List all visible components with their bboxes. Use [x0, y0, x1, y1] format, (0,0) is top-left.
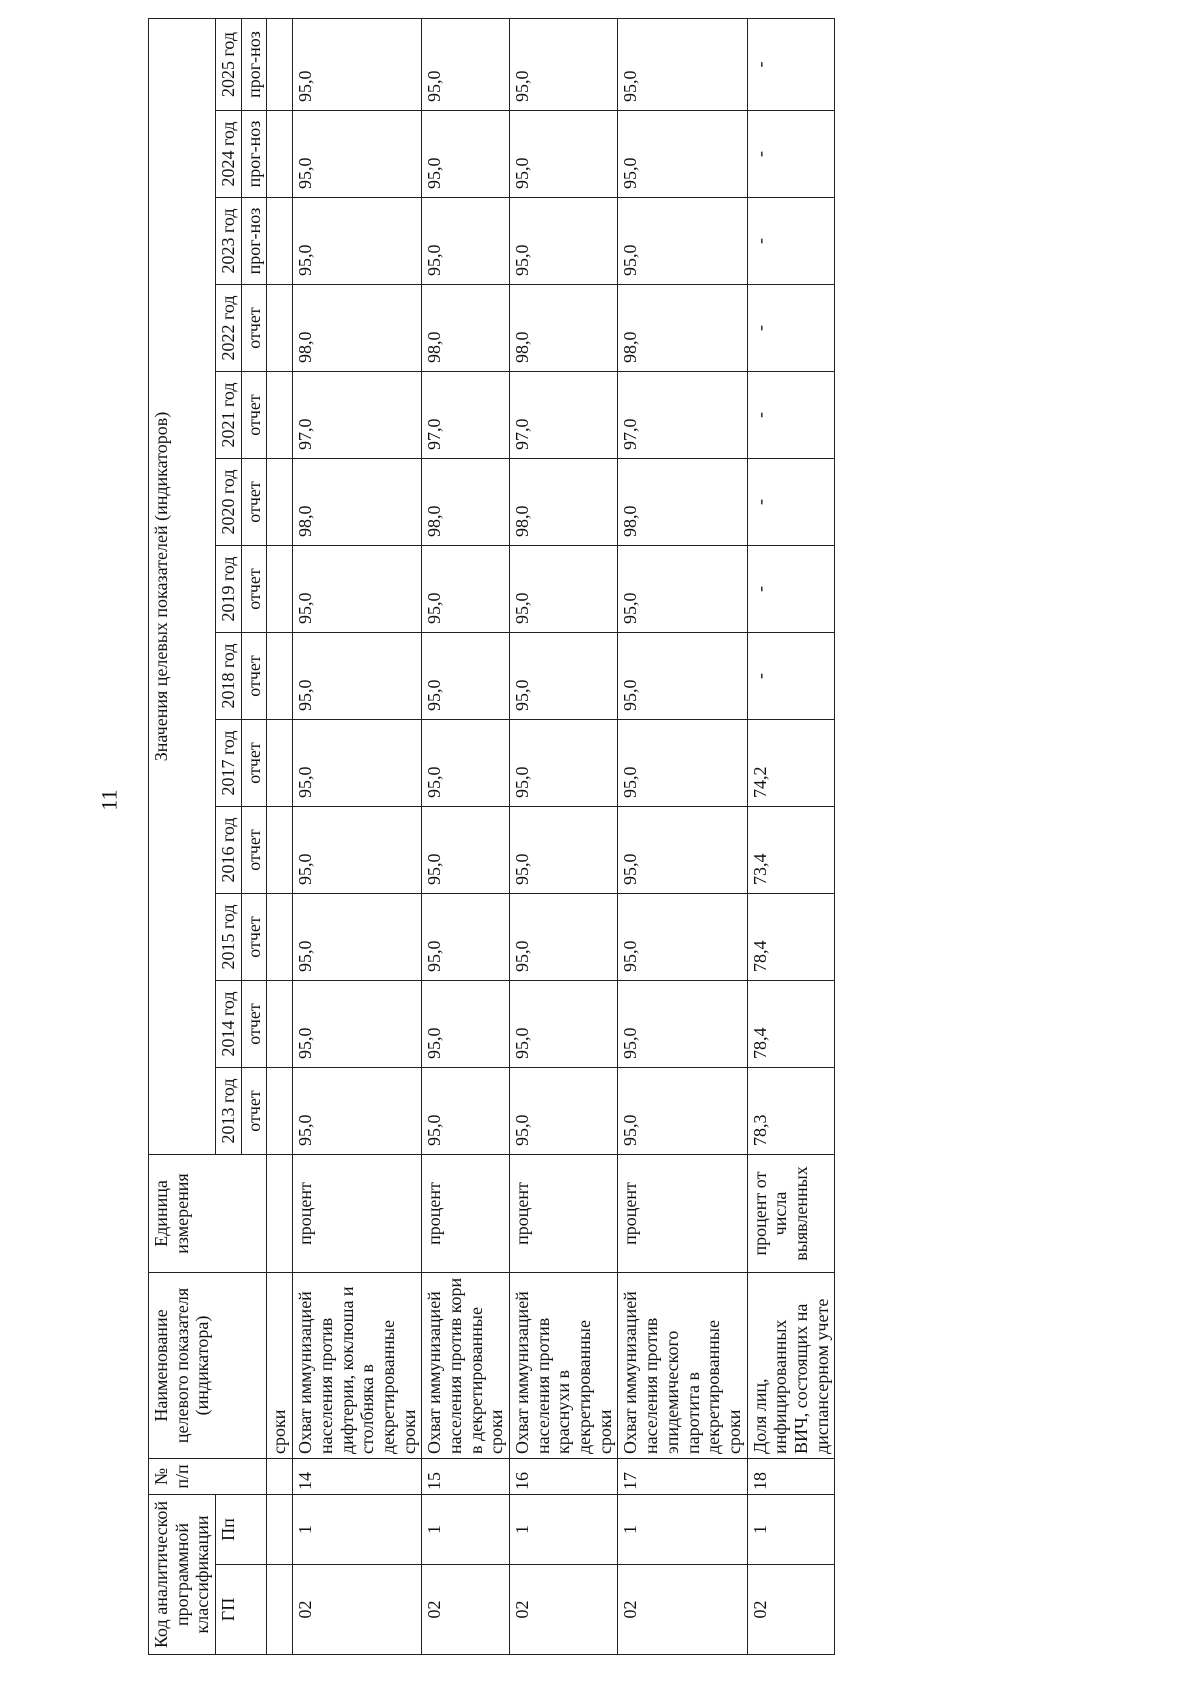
cell-value: 95,0: [510, 198, 618, 285]
header-year: 2015 год: [216, 894, 242, 981]
header-type: отчет: [241, 459, 267, 546]
header-gp: ГП: [216, 1565, 267, 1655]
cell-value: 97,0: [510, 372, 618, 459]
cell-name: Охват иммунизацией населения против кори в декретированные сроки: [422, 1273, 510, 1459]
table-row: [422, 18, 510, 1654]
header-unit: Единица измерения: [149, 1155, 267, 1273]
cell-value: -: [747, 459, 835, 546]
cell-value: 95,0: [510, 720, 618, 807]
cell-num: 16: [510, 1459, 618, 1495]
header-year: 2013 год: [216, 1068, 242, 1155]
cell-value: 95,0: [618, 633, 747, 720]
cell-value: 95,0: [510, 18, 618, 110]
header-type: отчет: [241, 720, 267, 807]
header-type: прог-ноз: [241, 198, 267, 285]
cell-gp: 02: [618, 1565, 747, 1655]
header-type: отчет: [241, 981, 267, 1068]
cell-value: 98,0: [422, 285, 510, 372]
cell-gp: 02: [510, 1565, 618, 1655]
cell-name: Доля лиц, инфицированных ВИЧ, состоящих на диспансерном учете: [747, 1273, 835, 1459]
table-row: [747, 18, 835, 1654]
cell-value: 98,0: [422, 459, 510, 546]
cell-value: 95,0: [293, 720, 422, 807]
cell-value: 95,0: [618, 111, 747, 198]
cell-value: 95,0: [510, 633, 618, 720]
cell-value: 95,0: [510, 981, 618, 1068]
cell-value: 95,0: [293, 18, 422, 110]
table-row: [293, 18, 422, 1654]
cell-value: 95,0: [618, 981, 747, 1068]
cell-value: 95,0: [422, 633, 510, 720]
continuation-text: сроки: [267, 1273, 293, 1459]
header-type: отчет: [241, 546, 267, 633]
cell-value: 95,0: [510, 111, 618, 198]
cell-num: 14: [293, 1459, 422, 1495]
header-type: отчет: [241, 372, 267, 459]
cell-value: 95,0: [510, 807, 618, 894]
cell-value: 78,4: [747, 981, 835, 1068]
cell-value: 95,0: [510, 1068, 618, 1155]
cell-value: 95,0: [422, 546, 510, 633]
cell-value: 98,0: [510, 285, 618, 372]
header-type: отчет: [241, 807, 267, 894]
cell-value: -: [747, 111, 835, 198]
header-year: 2014 год: [216, 981, 242, 1068]
cell-value: 95,0: [422, 1068, 510, 1155]
cell-value: 95,0: [422, 198, 510, 285]
cell-value: 74,2: [747, 720, 835, 807]
cell-value: -: [747, 198, 835, 285]
indicators-table: [148, 18, 835, 1655]
cell-unit: процент от числа выявленных: [747, 1155, 835, 1273]
cell-value: 98,0: [293, 285, 422, 372]
cell-value: 98,0: [293, 459, 422, 546]
cell-unit: процент: [293, 1155, 422, 1273]
cell-value: 95,0: [422, 981, 510, 1068]
header-name: Наименование целевого показателя (индикатора): [149, 1273, 267, 1459]
cell-value: 95,0: [618, 1068, 747, 1155]
header-year: 2022 год: [216, 285, 242, 372]
cell-value: -: [747, 546, 835, 633]
cell-value: 95,0: [618, 198, 747, 285]
cell-value: -: [747, 18, 835, 110]
cell-value: 95,0: [422, 807, 510, 894]
cell-value: 95,0: [422, 111, 510, 198]
cell-value: 95,0: [293, 981, 422, 1068]
header-year: 2024 год: [216, 111, 242, 198]
rotated-table-container: [148, 30, 1073, 1655]
cell-unit: процент: [510, 1155, 618, 1273]
cell-value: 95,0: [293, 633, 422, 720]
header-year: 2016 год: [216, 807, 242, 894]
cell-value: 97,0: [618, 372, 747, 459]
header-type: прог-ноз: [241, 111, 267, 198]
header-pp: Пп: [216, 1495, 267, 1565]
cell-value: 95,0: [618, 807, 747, 894]
cell-pp: 1: [747, 1495, 835, 1565]
cell-num: 18: [747, 1459, 835, 1495]
header-year: 2017 год: [216, 720, 242, 807]
cell-value: -: [747, 285, 835, 372]
cell-num: 17: [618, 1459, 747, 1495]
cell-value: 95,0: [293, 894, 422, 981]
header-type: отчет: [241, 633, 267, 720]
cell-value: 73,4: [747, 807, 835, 894]
cell-value: 95,0: [293, 198, 422, 285]
cell-pp: 1: [422, 1495, 510, 1565]
cell-pp: 1: [293, 1495, 422, 1565]
cell-value: 95,0: [618, 720, 747, 807]
header-num: № п/п: [149, 1459, 267, 1495]
cell-value: 98,0: [510, 459, 618, 546]
cell-unit: процент: [618, 1155, 747, 1273]
cell-gp: 02: [422, 1565, 510, 1655]
cell-pp: 1: [510, 1495, 618, 1565]
cell-value: 78,4: [747, 894, 835, 981]
page-number-text: 11: [97, 789, 122, 811]
cell-value: 95,0: [422, 894, 510, 981]
header-year: 2021 год: [216, 372, 242, 459]
cell-value: 95,0: [422, 720, 510, 807]
cell-value: 95,0: [618, 546, 747, 633]
cell-unit: процент: [422, 1155, 510, 1273]
cell-value: 95,0: [293, 1068, 422, 1155]
cell-value: 98,0: [618, 285, 747, 372]
header-year: 2019 год: [216, 546, 242, 633]
header-code-group: Код аналитической программной классификации: [149, 1495, 216, 1655]
table-row: [510, 18, 618, 1654]
header-year: 2023 год: [216, 198, 242, 285]
cell-value: 95,0: [293, 111, 422, 198]
cell-gp: 02: [293, 1565, 422, 1655]
continuation-row: [267, 18, 293, 1654]
cell-value: 95,0: [293, 546, 422, 633]
header-type: отчет: [241, 1068, 267, 1155]
cell-name: Охват иммунизацией населения против дифтерии, коклюша и столбняка в декретированные сроки: [293, 1273, 422, 1459]
cell-value: 95,0: [510, 894, 618, 981]
cell-num: 15: [422, 1459, 510, 1495]
cell-pp: 1: [618, 1495, 747, 1565]
cell-value: 78,3: [747, 1068, 835, 1155]
page-number: [95, 780, 125, 820]
cell-value: 95,0: [618, 18, 747, 110]
cell-value: 97,0: [422, 372, 510, 459]
cell-value: 95,0: [422, 18, 510, 110]
header-year: 2018 год: [216, 633, 242, 720]
cell-value: 95,0: [293, 807, 422, 894]
cell-gp: 02: [747, 1565, 835, 1655]
cell-value: -: [747, 633, 835, 720]
cell-value: 97,0: [293, 372, 422, 459]
cell-value: 98,0: [618, 459, 747, 546]
header-type: отчет: [241, 894, 267, 981]
cell-name: Охват иммунизацией населения против эпидемического паротита в декретированные сроки: [618, 1273, 747, 1459]
header-values-group: Значения целевых показателей (индикаторов): [149, 18, 216, 1154]
cell-name: Охват иммунизацией населения против краснухи в декретированные сроки: [510, 1273, 618, 1459]
cell-value: -: [747, 372, 835, 459]
header-type: прог-ноз: [241, 18, 267, 110]
header-type: отчет: [241, 285, 267, 372]
cell-value: 95,0: [618, 894, 747, 981]
table-row: [618, 18, 747, 1654]
cell-value: 95,0: [510, 546, 618, 633]
header-year: 2020 год: [216, 459, 242, 546]
header-year: 2025 год: [216, 18, 242, 110]
